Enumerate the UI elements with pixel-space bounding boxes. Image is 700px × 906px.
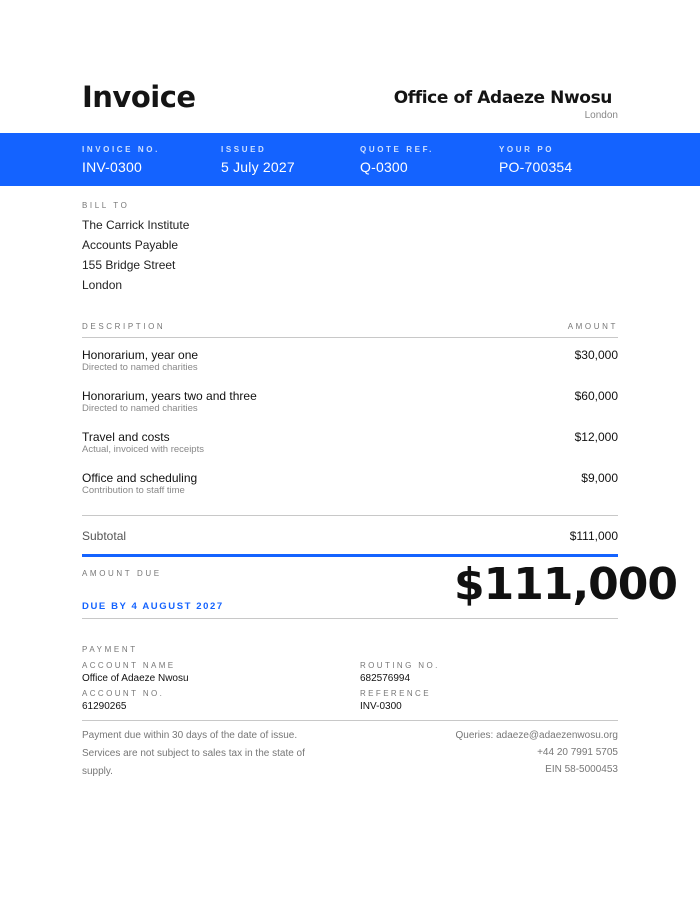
terms-line: Payment due within 30 days of the date of issue. (82, 730, 298, 741)
reference-value: INV-0300 (360, 701, 402, 712)
bill-to-line: 155 Bridge Street (82, 258, 176, 272)
your-po-label: YOUR PO (499, 145, 555, 154)
line-item-amount: $60,000 (574, 389, 618, 403)
line-item-row (82, 338, 618, 379)
due-date: DUE BY 4 AUGUST 2027 (82, 601, 224, 612)
line-item-subtitle: Directed to named charities (82, 362, 198, 373)
line-items-table (82, 322, 618, 502)
line-item-amount: $12,000 (574, 430, 618, 444)
account-no-value: 61290265 (82, 701, 127, 712)
subtotal-value: $111,000 (569, 529, 618, 543)
description-header: DESCRIPTION (82, 322, 166, 331)
your-po-cell (499, 145, 572, 175)
terms-line: supply. (82, 766, 113, 777)
line-item-subtitle: Actual, invoiced with receipts (82, 444, 204, 455)
routing-value: 682576994 (360, 673, 411, 684)
your-po-value: PO-700354 (499, 159, 573, 175)
bill-to-block (82, 201, 189, 292)
ein-number: EIN 58-5000453 (545, 764, 618, 775)
routing-label: ROUTING NO. (360, 661, 440, 670)
payment-terms (82, 727, 342, 781)
line-item-amount: $9,000 (581, 471, 618, 485)
quote-ref-value: Q-0300 (360, 159, 408, 175)
amount-due-block (82, 557, 678, 619)
org-name: Office of Adaeze Nwosu (393, 88, 612, 108)
terms-line: Services are not subject to sales tax in the state of (82, 748, 305, 759)
amount-due-value: $111,000 (454, 559, 678, 610)
quote-ref-cell (360, 145, 434, 175)
line-item-subtitle: Directed to named charities (82, 403, 198, 414)
invoice-header (82, 78, 618, 128)
bill-to-label: BILL TO (82, 201, 130, 210)
payment-label: PAYMENT (82, 645, 138, 654)
line-item-amount: $30,000 (574, 348, 618, 362)
subtotal-label: Subtotal (82, 529, 127, 543)
invoice-number-value: INV-0300 (82, 159, 142, 175)
invoice-number-cell (82, 145, 160, 175)
invoice-meta-band (0, 133, 700, 186)
invoice-number-label: INVOICE NO. (82, 145, 160, 154)
account-no-label: ACCOUNT NO. (82, 689, 165, 698)
line-item-row (82, 420, 618, 461)
account-name-value: Office of Adaeze Nwosu (82, 673, 189, 684)
quote-ref-label: QUOTE REF. (360, 145, 435, 154)
issued-cell (221, 145, 295, 175)
reference-label: REFERENCE (360, 689, 431, 698)
payment-col-left (82, 661, 189, 717)
queries-email: Queries: adaeze@adaezenwosu.org (455, 730, 618, 741)
phone-number: +44 20 7991 5705 (537, 747, 618, 758)
amount-header: AMOUNT (567, 322, 618, 331)
issued-label: ISSUED (221, 145, 267, 154)
payment-block (82, 645, 618, 721)
bill-to-line: London (82, 278, 123, 292)
org-city: London (584, 110, 618, 121)
contact-info (456, 727, 618, 778)
amount-due-label: AMOUNT DUE (82, 569, 162, 578)
page-title: Invoice (82, 80, 196, 114)
issued-value: 5 July 2027 (221, 159, 295, 175)
line-item-title: Office and scheduling (82, 471, 198, 485)
bill-to-line: Accounts Payable (82, 238, 179, 252)
line-item-title: Travel and costs (82, 430, 170, 444)
line-item-row (82, 461, 618, 502)
bill-to-line: The Carrick Institute (82, 218, 190, 232)
line-item-row (82, 379, 618, 420)
line-items-header (82, 322, 618, 338)
line-item-title: Honorarium, years two and three (82, 389, 257, 403)
payment-col-right (360, 661, 440, 717)
line-item-subtitle: Contribution to staff time (82, 485, 185, 496)
subtotal-row (82, 515, 618, 557)
account-name-label: ACCOUNT NAME (82, 661, 176, 670)
line-item-title: Honorarium, year one (82, 348, 199, 362)
